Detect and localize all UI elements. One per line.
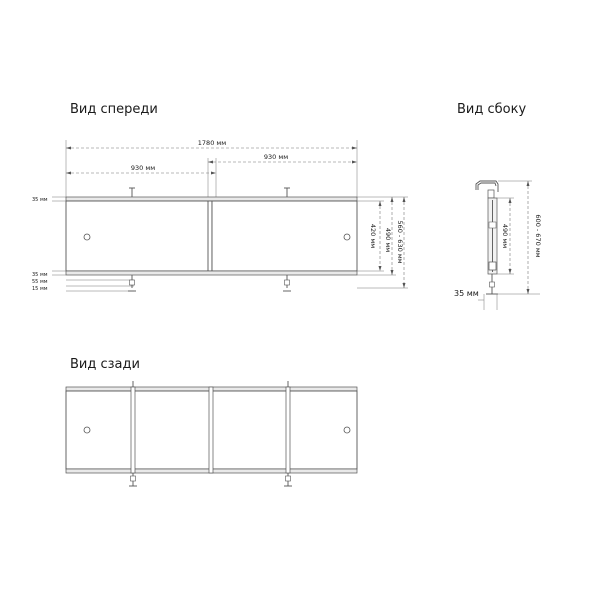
front-view-title: Вид спереди <box>70 102 158 117</box>
gap-label-bottom-2: 55 мм <box>32 279 48 285</box>
panel-height-label: 420 мм <box>369 223 377 249</box>
arrow-icon <box>352 147 357 150</box>
panel-gap <box>489 222 496 228</box>
dimension-half-right <box>208 153 357 198</box>
side-view-title: Вид сбоку <box>457 102 527 117</box>
arrow-icon <box>527 181 530 186</box>
gap-label-bottom-1: 35 мм <box>32 272 48 278</box>
bottom-rail <box>66 271 357 275</box>
top-rail <box>66 197 357 201</box>
side-leg-nut <box>490 282 495 287</box>
dimension-total-width <box>66 139 357 198</box>
back-leg <box>129 473 137 486</box>
frame-post-left <box>131 387 135 473</box>
dimension-label: 930 мм <box>263 153 289 161</box>
frame-post-center <box>209 387 213 473</box>
frame-height-label: 490 мм <box>384 227 392 253</box>
hole-icon <box>344 234 350 240</box>
hole-icon <box>84 234 90 240</box>
arrow-icon <box>509 198 512 203</box>
dimension-label: 930 мм <box>130 164 156 172</box>
arrow-icon <box>66 172 71 175</box>
dimension-label: 1780 мм <box>197 139 227 147</box>
gap-label-bottom-3: 15 мм <box>32 286 48 292</box>
arrow-icon <box>352 161 357 164</box>
panel-right <box>212 201 357 271</box>
top-clip <box>129 188 135 197</box>
arrow-icon <box>509 269 512 274</box>
front-view <box>32 102 408 292</box>
frame-post-right <box>286 387 290 473</box>
leg <box>128 275 136 291</box>
offset-label: 35 мм <box>454 289 479 298</box>
side-frame-height-label: 490 мм <box>501 223 509 249</box>
side-view <box>454 102 542 310</box>
hole-icon <box>84 427 90 433</box>
arrow-icon <box>391 270 394 275</box>
arrow-icon <box>208 161 213 164</box>
arrow-icon <box>403 283 406 288</box>
side-total-height-label: 600 - 670 мм <box>534 214 542 258</box>
right-height-dimensions <box>357 197 408 288</box>
top-hook-inner <box>478 183 496 190</box>
arrow-icon <box>403 197 406 202</box>
dimension-half-left <box>66 158 216 198</box>
arrow-icon <box>211 172 216 175</box>
arrow-icon <box>379 201 382 206</box>
arrow-icon <box>391 197 394 202</box>
bottom-clip-section <box>489 262 496 270</box>
top-clip <box>284 188 290 197</box>
arrow-icon <box>379 266 382 271</box>
back-view <box>66 357 357 486</box>
leg <box>283 275 291 291</box>
back-leg <box>284 473 292 486</box>
left-gap-dimensions <box>32 197 66 292</box>
top-clip-section <box>488 190 494 198</box>
hole-icon <box>344 427 350 433</box>
adjust-height-label: 560 - 630 мм <box>396 220 404 264</box>
gap-label-top: 35 мм <box>32 197 48 203</box>
arrow-icon <box>527 289 530 294</box>
arrow-icon <box>66 147 71 150</box>
back-view-title: Вид сзади <box>70 357 140 372</box>
